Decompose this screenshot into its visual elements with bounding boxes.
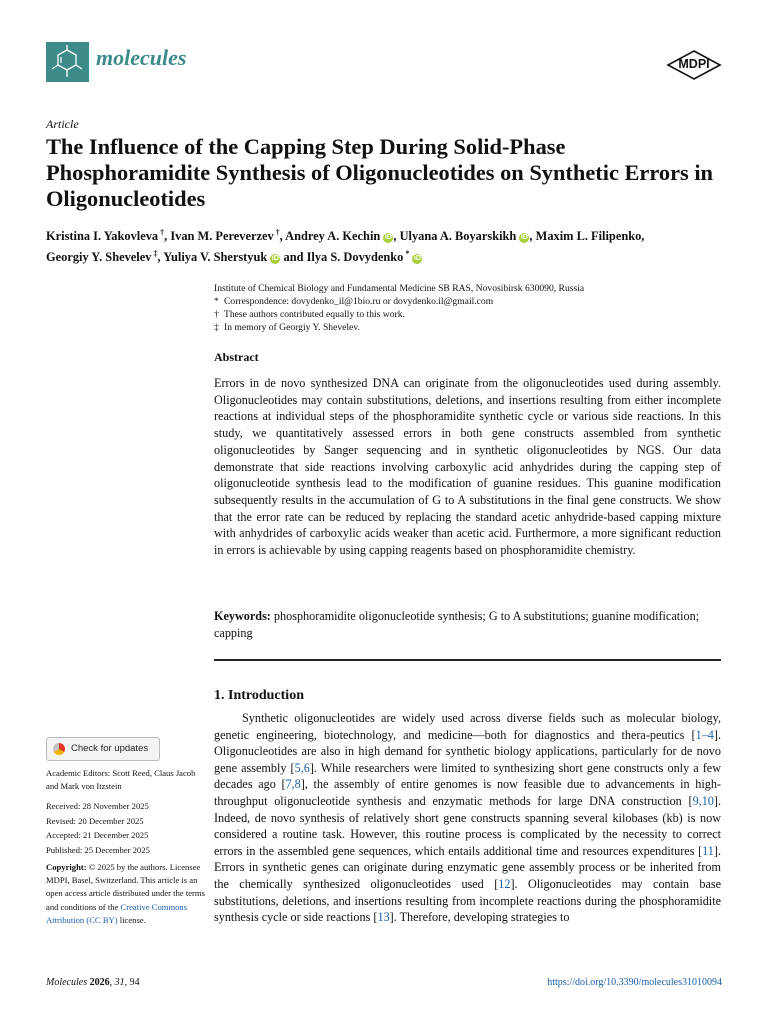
introduction-paragraph	[214, 710, 721, 926]
intro-text: ]. Oligonucleotides are also in high demand for synthetic biology applications, particularly for de novo gene assembly [	[214, 727, 721, 775]
citation-link[interactable]: 5,6	[294, 760, 310, 775]
author-mark: †	[158, 228, 165, 237]
author-mark: ‡	[151, 249, 158, 259]
copyright-text: © 2025 by the authors. Licensee MDPI, Basel, Switzerland. This article is an open access article distributed under the terms and conditions of the	[46, 862, 205, 912]
cc-by-license-link[interactable]: Creative Commons Attribution (CC BY)	[46, 901, 188, 925]
mdpi-label: MDPI	[678, 57, 710, 71]
author-name: Yuliya V. Sherstyuk	[163, 250, 268, 265]
keywords-label: Keywords:	[214, 609, 271, 623]
memory-note	[214, 322, 724, 334]
footer-article: 94	[129, 977, 140, 988]
author-name: Maxim L. Filipenko	[535, 229, 642, 244]
citation-link[interactable]: 12	[498, 876, 511, 891]
intro-text: ]. Errors in synthetic genes can originate during enzymatic gene assembly process or be inherited from the chemically synthesized oligonucleotides used [	[214, 843, 721, 891]
journal-logo	[46, 42, 89, 82]
author-name: Georgiy Y. Shevelev	[46, 250, 152, 265]
correspondence-mark: *	[214, 296, 219, 307]
introduction-body	[214, 710, 721, 926]
affiliation: Institute of Chemical Biology and Fundamental Medicine SB RAS, Novosibirsk 630090, Russia	[214, 283, 585, 294]
revised-date: Revised: 20 December 2025	[46, 816, 144, 826]
author-separator: ,	[641, 229, 645, 244]
equal-contribution-note	[214, 309, 724, 321]
copyright-notice	[46, 861, 206, 927]
correspondence	[214, 296, 724, 308]
intro-text: ]. While researchers were limited to synthesizing short gene constructs only a few decades ago [	[214, 760, 721, 792]
doi-link[interactable]: https://doi.org/10.3390/molecules31010094	[547, 977, 722, 988]
author-separator: ,	[164, 229, 171, 244]
author-name: Andrey A. Kechin	[285, 229, 381, 244]
orcid-icon[interactable]: iD	[271, 255, 279, 263]
intro-text: Synthetic oligonucleotides are widely used across diverse fields such as molecular biology, genetic engineering, biotechnology, and medicine—both for diagnostics and thera-peutics [	[214, 711, 721, 742]
citation-link[interactable]: 9,10	[692, 793, 714, 808]
received-date: Received: 28 November 2025	[46, 801, 149, 811]
check-updates-icon	[53, 743, 65, 755]
citation-link[interactable]: 11	[702, 843, 714, 858]
author-separator: ,	[529, 229, 536, 244]
author-separator: ,	[279, 229, 286, 244]
intro-text: ]. Therefore, developing strategies to	[389, 910, 570, 925]
citation-link[interactable]: 7,8	[285, 777, 301, 792]
intro-text: ], the assembly of entire genomes is now feasible due to advancements in high-throughput oligonucleotide synthesis and enzymatic methods for large DNA construction [	[214, 777, 721, 808]
author-mark: †	[273, 228, 280, 237]
intro-text: ]. Indeed, de novo synthesis of relatively short gene constructs spanning several kilobases (kb) is now considered a routine task. However, this routine process is complicated by the necessity to correct errors in the assembled gene sequences, which entails additional time and resources expenditures [	[214, 793, 721, 858]
dagger-mark: †	[214, 309, 219, 320]
author-name: Kristina I. Yakovleva	[46, 229, 159, 244]
author-separator: ,	[157, 250, 164, 265]
article-type: Article	[46, 117, 79, 131]
mdpi-logo[interactable]	[666, 50, 722, 80]
author-name: Ulyana A. Boyarskikh	[399, 229, 517, 244]
citation-link[interactable]: 1–4	[695, 727, 714, 742]
footer-volume: 31	[114, 977, 125, 988]
author-list	[46, 224, 726, 266]
abstract-text: Errors in de novo synthesized DNA can originate from the oligonucleotides used during assembly. Oligonucleotides may contain substitutions, deletions, and insertions resulting from either incomplete reactions at individual steps of the phosphoramidite synthetic cycle or various side reactions. In this study, we quantitatively assessed errors in both gene constructs assembled from synthetic oligonucleotides by Sanger sequencing and in synthetic oligonucleotides by NGS. Our data demonstrate that side reactions involving carboxylic acid anhydrides during the capping step of oligonucleotide synthesis lead to the modification of guanine residues. This guanine modification subsequently results in the accumulation of G to A substitutions in the final gene constructs. We show that the error rate can be reduced by replacing the standard acetic anhydride-based capping mixture with anhydrides of carboxylic acids weaker than acetic acid. Furthermore, a more significant reduction in errors is achievable by using capping reagents based on phosphoramidite chemistry.	[214, 376, 721, 558]
abstract-heading: Abstract	[214, 350, 259, 364]
keywords	[214, 608, 721, 641]
citation-footer: Molecules 2026, 31, 94	[46, 977, 140, 988]
article-title: The Influence of the Capping Step During Solid-Phase Phosphoramidite Synthesis of Oligonucleotides on Synthetic Errors in Oligonucleotides	[46, 134, 714, 211]
copyright-label: Copyright:	[46, 862, 87, 872]
check-updates-label: Check for updates	[71, 743, 149, 754]
orcid-icon[interactable]: iD	[384, 234, 392, 242]
correspondence-text[interactable]: Correspondence: dovydenko_il@1bio.ru or dovydenko.il@gmail.com	[224, 296, 494, 307]
check-for-updates-button[interactable]	[46, 737, 160, 761]
accepted-date: Accepted: 21 December 2025	[46, 830, 149, 840]
memory-text: In memory of Georgiy Y. Shevelev.	[224, 322, 360, 333]
footer-journal: Molecules	[46, 977, 88, 988]
citation-link[interactable]: 13	[377, 910, 390, 925]
footer-year: 2026	[89, 977, 110, 988]
author-mark: *	[403, 249, 410, 259]
journal-name[interactable]: molecules	[96, 45, 187, 70]
orcid-icon[interactable]: iD	[520, 234, 528, 242]
author-line-2	[46, 245, 726, 266]
keywords-text: phosphoramidite oligonucleotide synthesis; G to A substitutions; guanine modification; capping	[214, 609, 700, 640]
intro-text: ]. Oligonucleotides may contain base substitutions, deletions, and insertions resulting from incomplete reactions during the phosphoramidite synthesis cycle or side reactions [	[214, 876, 722, 925]
author-separator: ,	[393, 229, 400, 244]
published-date: Published: 25 December 2025	[46, 845, 150, 855]
section-divider	[214, 659, 721, 661]
author-name: Ivan M. Pereverzev	[170, 229, 274, 244]
author-separator: and	[280, 250, 307, 265]
academic-editors: Academic Editors: Scott Reed, Claus Jacob and Mark von Itzstein	[46, 768, 196, 792]
orcid-icon[interactable]: iD	[413, 255, 421, 263]
author-line-1	[46, 224, 726, 245]
introduction-heading: 1. Introduction	[214, 688, 304, 703]
author-name: Ilya S. Dovydenko	[306, 250, 404, 265]
license-end: license.	[119, 914, 146, 925]
equal-contribution-text: These authors contributed equally to this work.	[224, 309, 405, 320]
double-dagger-mark: ‡	[214, 322, 219, 333]
